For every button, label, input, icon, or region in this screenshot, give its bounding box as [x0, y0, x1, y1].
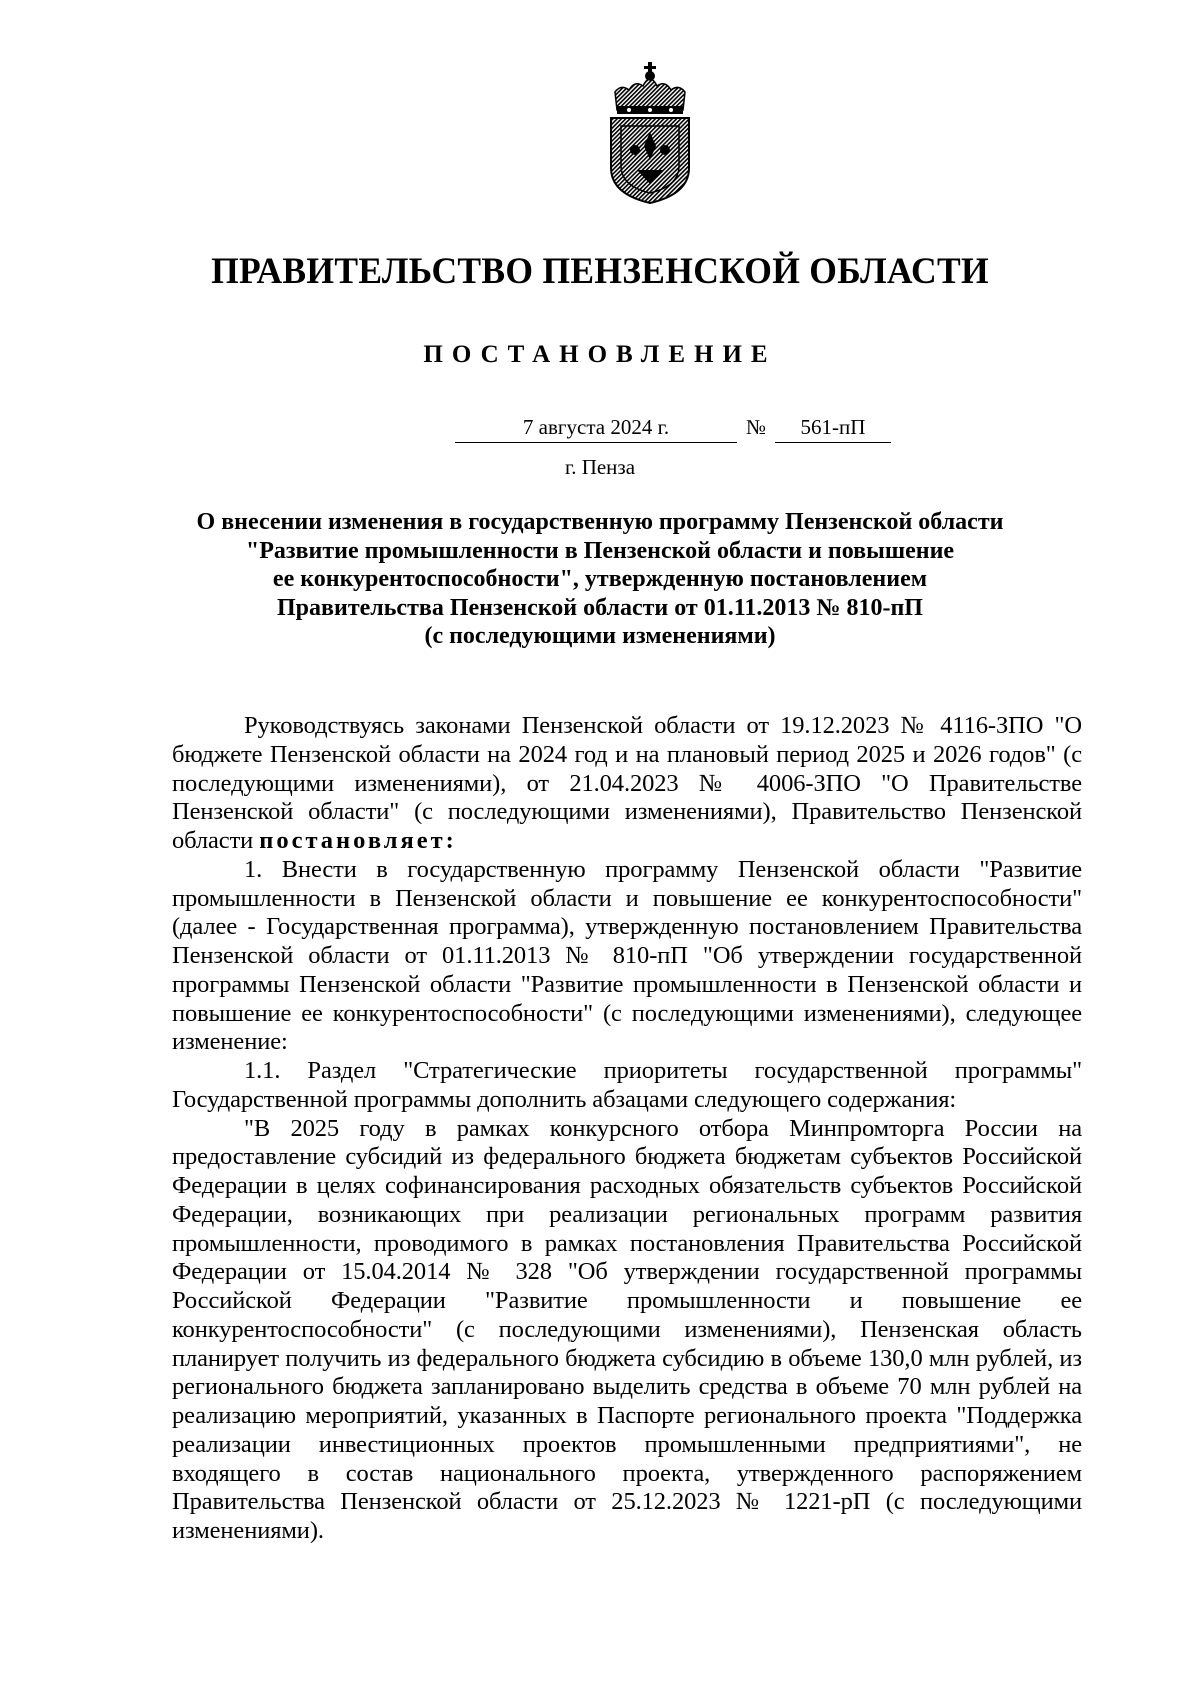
- body-paragraph: 1.1. Раздел "Стратегические приоритеты государственной программы" Государственной программы дополнить абзацами следующего содержания:: [172, 1057, 1082, 1113]
- penza-coat-of-arms-icon: [605, 62, 695, 204]
- subject-line: "Развитие промышленности в Пензенской области и повышение: [245, 537, 955, 564]
- subject-line: О внесении изменения в государственную программу Пензенской области: [196, 509, 1004, 535]
- subject-line: (с последующими изменениями): [424, 623, 776, 650]
- number-sign: №: [745, 415, 767, 439]
- subject-line: ее конкурентоспособности", утвержденную постановлением: [272, 566, 928, 593]
- document-body: [172, 712, 1082, 1546]
- body-paragraph: "В 2025 году в рамках конкурсного отбора Минпромторга России на предоставление субсидий из федерального бюджета бюджетам субъектов Российской Федерации в целях софинансирования расходных обязательств субъектов Российской Федерации, возникающих при реализации региональных программ развития промышленности, проводимого в рамках постановления Правительства Российской Федерации от 15.04.2014 № 328 "Об утверждении государственной программы Российской Федерации "Развитие промышленности и повышение ее конкурентоспособности" (с последующими изменениями), Пензенская область планирует получить из федерального бюджета субсидию в объеме 130,0 млн рублей, из регионального бюджета запланировано выделить средства в объеме 70 млн рублей на реализацию мероприятий, указанных в Паспорте регионального проекта "Поддержка реализации инвестиционных проектов промышленными предприятиями", не входящего в состав национального проекта, утвержденного распоряжением Правительства Пензенской области от 25.12.2023 № 1221-рП (с последующими изменениями).: [172, 1114, 1082, 1544]
- organization-title: ПРАВИТЕЛЬСТВО ПЕНЗЕНСКОЙ ОБЛАСТИ: [211, 251, 989, 292]
- preamble-text: Руководствуясь законами Пензенской области от 19.12.2023 № 4116-ЗПО "О бюджете Пензенской области на 2024 год и на плановый период 2025 и 2026 годов" (с последующими изменениями), от 21.04.2023 № 4006-ЗПО "О Правительстве Пензенской области" (с последующими изменениями), Правительство Пензенской области: [172, 712, 1082, 854]
- document-type: ПОСТАНОВЛЕНИЕ: [423, 341, 777, 368]
- body-paragraph: 1. Внести в государственную программу Пензенской области "Развитие промышленности в Пензенской области и повышение ее конкурентоспособности" (далее - Государственная программа), утвержденную постановлением Правительства Пензенской области от 01.11.2013 № 810-пП "Об утверждении государственной программы Пензенской области "Развитие промышленности в Пензенской области и повышение ее конкурентоспособности" (с последующими изменениями), следующее изменение:: [172, 855, 1082, 1056]
- subject-line: Правительства Пензенской области от 01.11.2013 № 810-пП: [277, 594, 923, 621]
- body-paragraph: [172, 712, 1082, 856]
- document-number: 561-пП: [775, 412, 891, 443]
- city: г. Пенза: [564, 455, 636, 479]
- document-subject: [150, 508, 1050, 651]
- document-date: 7 августа 2024 г.: [455, 412, 737, 443]
- decree-word: постановляет:: [259, 827, 457, 854]
- date-number-row: [455, 412, 891, 442]
